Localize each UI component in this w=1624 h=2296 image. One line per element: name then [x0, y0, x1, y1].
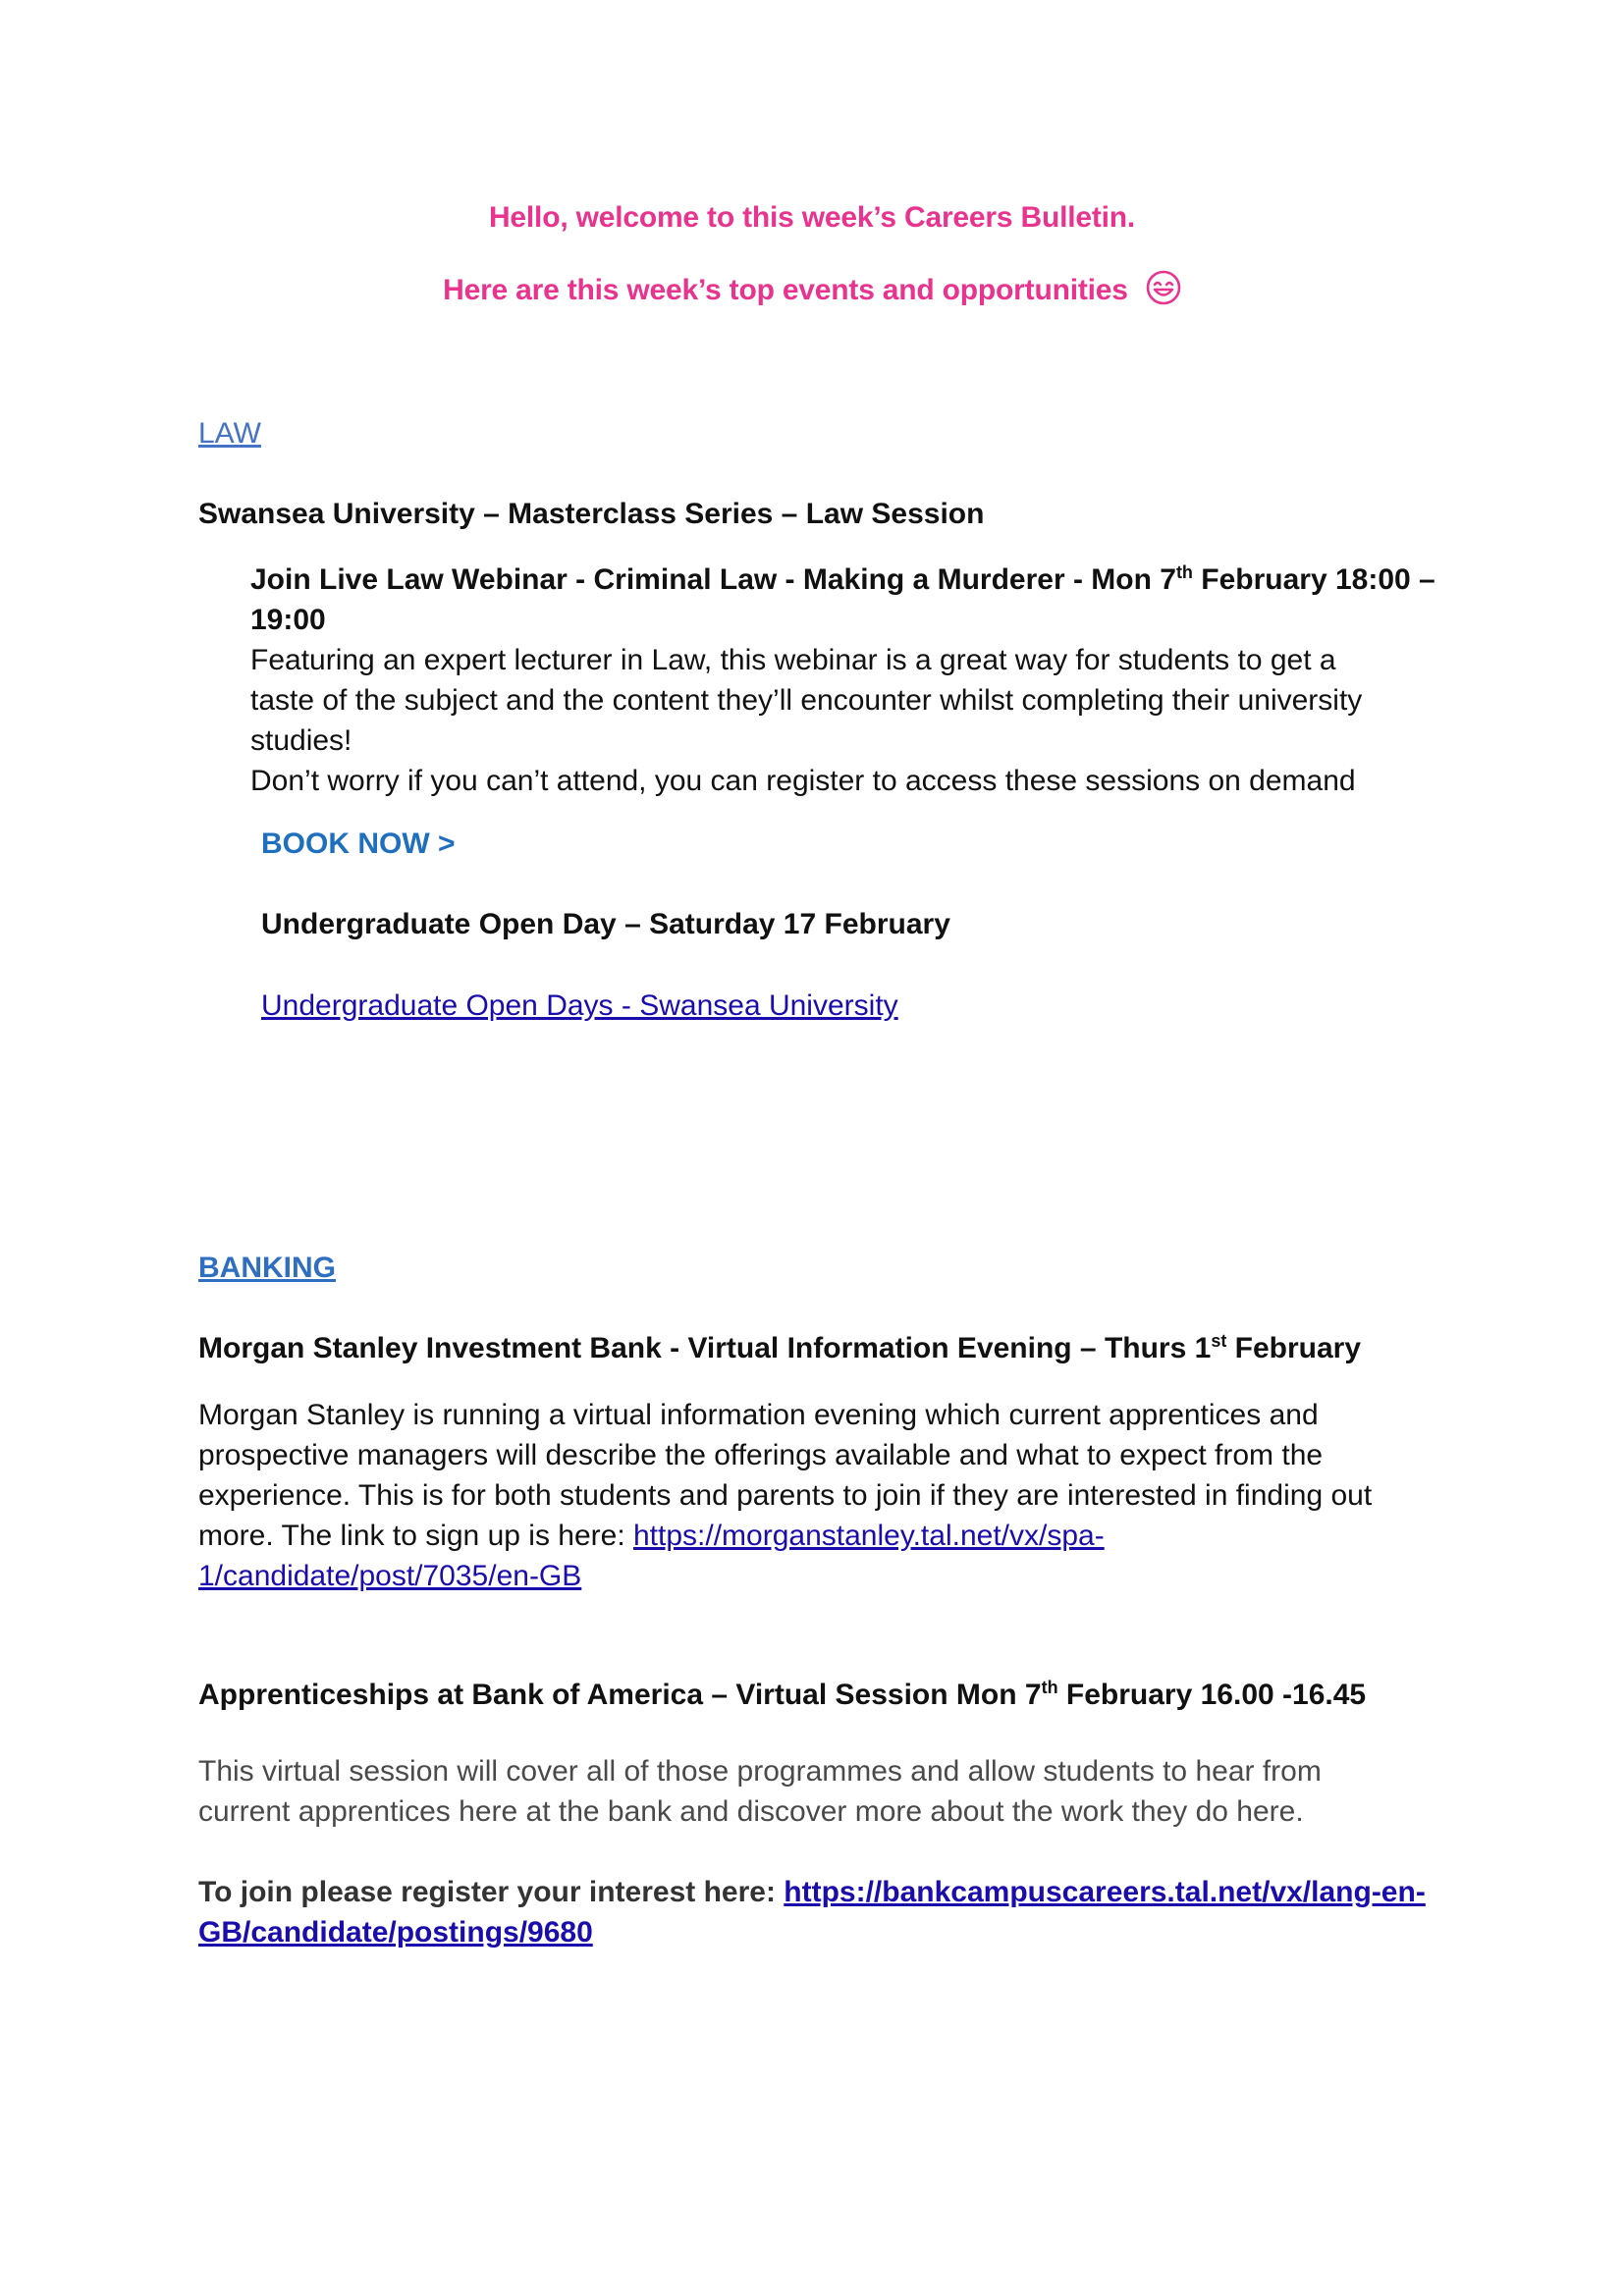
- morgan-title-text: Morgan Stanley Investment Bank - Virtual Information Evening – Thurs 1: [198, 1332, 1212, 1364]
- smiling-face-icon: [1146, 270, 1181, 313]
- law-webinar-desc-line: taste of the subject and the content they’ll encounter whilst completing their university: [250, 684, 1363, 717]
- boa-register-prefix: To join please register your interest here:: [198, 1876, 785, 1908]
- greeting-line-2: [0, 270, 1624, 313]
- boa-desc-line: This virtual session will cover all of those programmes and allow students to hear from: [198, 1755, 1322, 1788]
- greeting-line-2-text: Here are this week’s top events and opportunities: [443, 274, 1128, 306]
- morgan-desc-line: prospective managers will describe the offerings available and what to expect from the: [198, 1439, 1324, 1471]
- law-webinar-desc-line: Featuring an expert lecturer in Law, this webinar is a great way for students to get a: [250, 644, 1336, 676]
- morgan-desc-line: experience. This is for both students and parents to join if they are interested in finding out: [198, 1479, 1373, 1512]
- morgan-signup-link-part-2[interactable]: 1/candidate/post/7035/en-GB: [198, 1560, 582, 1592]
- morgan-title-sup: st: [1211, 1331, 1227, 1351]
- law-webinar-title-text: Join Live Law Webinar - Criminal Law - Making a Murderer - Mon 7: [250, 563, 1176, 596]
- morgan-signup-link-part-1[interactable]: https://morganstanley.tal.net/vx/spa-: [633, 1520, 1105, 1552]
- boa-register-line-2: [198, 1912, 1475, 1952]
- greeting-line-1: Hello, welcome to this week’s Careers Bulletin.: [488, 201, 1136, 234]
- boa-title: [198, 1679, 1366, 1712]
- law-webinar-time: 19:00: [250, 604, 326, 636]
- law-webinar-title: [250, 560, 1478, 600]
- law-webinar-desc-line: studies!: [250, 724, 352, 757]
- boa-title-text: Apprenticeships at Bank of America – Virtual Session Mon 7: [198, 1679, 1042, 1711]
- law-webinar-block: [250, 560, 1478, 801]
- morgan-title-text-2: February: [1226, 1332, 1362, 1364]
- boa-register-link-part-2[interactable]: GB/candidate/postings/9680: [198, 1916, 593, 1949]
- boa-register: [198, 1872, 1475, 1952]
- morgan-link-line-2: [198, 1556, 1475, 1596]
- law-section-heading[interactable]: LAW: [198, 417, 261, 450]
- law-event-title: Swansea University – Masterclass Series – Law Session: [198, 498, 985, 530]
- boa-title-text-2: February 16.00 -16.45: [1057, 1679, 1367, 1711]
- boa-register-line-1: [198, 1872, 1475, 1912]
- boa-description: [198, 1751, 1475, 1832]
- law-webinar-description: [250, 640, 1478, 801]
- banking-section-heading[interactable]: BANKING: [198, 1252, 336, 1284]
- open-day-title: Undergraduate Open Day – Saturday 17 February: [261, 908, 950, 940]
- morgan-stanley-title: [198, 1332, 1361, 1365]
- law-webinar-desc-line: Don’t worry if you can’t attend, you can register to access these sessions on demand: [250, 765, 1356, 797]
- law-webinar-title-sup: th: [1175, 562, 1193, 582]
- boa-desc-line: current apprentices here at the bank and discover more about the work they do here.: [198, 1795, 1304, 1828]
- morgan-stanley-description: [198, 1395, 1475, 1596]
- open-days-link[interactable]: Undergraduate Open Days - Swansea University: [261, 989, 898, 1022]
- boa-register-link-part-1[interactable]: https://bankcampuscareers.tal.net/vx/lang-en-: [784, 1876, 1426, 1908]
- morgan-desc-last-line: [198, 1516, 1475, 1556]
- morgan-signup-prefix: more. The link to sign up is here:: [198, 1520, 633, 1552]
- book-now-button[interactable]: BOOK NOW >: [261, 828, 456, 860]
- law-webinar-title-text-2: February 18:00 –: [1192, 563, 1435, 596]
- morgan-desc-line: Morgan Stanley is running a virtual information evening which current apprentices and: [198, 1399, 1319, 1431]
- boa-title-sup: th: [1041, 1678, 1058, 1697]
